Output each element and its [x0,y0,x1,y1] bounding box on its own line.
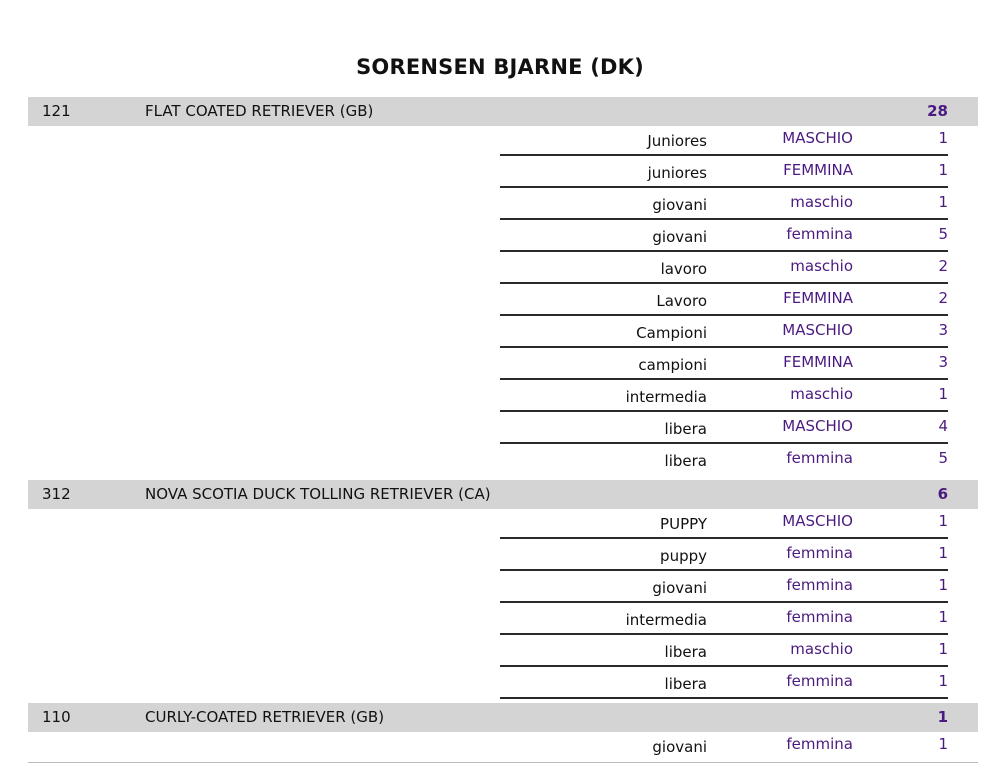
class-label: intermedia [625,611,707,629]
sex-label: MASCHIO [782,512,853,530]
entry-count: 1 [938,608,948,626]
entry-row [500,250,948,284]
entry-row [500,378,948,412]
class-label: giovani [652,196,707,214]
class-label: Campioni [636,324,707,342]
class-label: intermedia [625,388,707,406]
entry-count: 3 [938,321,948,339]
entry-row [500,410,948,444]
sex-label: MASCHIO [782,417,853,435]
breed-total: 28 [927,102,948,120]
entry-count: 1 [938,672,948,690]
sex-label: femmina [786,576,853,594]
class-label: libera [664,643,707,661]
sex-label: femmina [786,608,853,626]
entry-row [500,122,948,156]
class-label: Lavoro [656,292,707,310]
judge-name: SORENSEN BJARNE (DK) [356,55,644,79]
breed-name: NOVA SCOTIA DUCK TOLLING RETRIEVER (CA) [145,485,491,503]
entry-count: 1 [938,129,948,147]
entry-row [500,728,948,760]
entry-count: 1 [938,576,948,594]
breed-total: 6 [937,485,948,503]
bottom-rule [28,762,978,763]
sex-label: maschio [790,640,853,658]
class-label: libera [664,452,707,470]
sex-label: femmina [786,449,853,467]
entry-count: 1 [938,193,948,211]
entry-count: 2 [938,257,948,275]
entry-count: 1 [938,512,948,530]
entry-count: 1 [938,161,948,179]
entry-count: 1 [938,544,948,562]
sex-label: maschio [790,257,853,275]
entry-count: 5 [938,449,948,467]
class-label: libera [664,675,707,693]
sex-label: MASCHIO [782,129,853,147]
sex-label: MASCHIO [782,321,853,339]
entry-count: 1 [938,640,948,658]
class-label: libera [664,420,707,438]
sex-label: FEMMINA [783,353,853,371]
class-label: giovani [652,579,707,597]
entry-row [500,633,948,667]
entry-row [500,218,948,252]
entry-row [500,537,948,571]
entry-row [500,601,948,635]
entry-count: 1 [938,735,948,753]
class-label: campioni [638,356,707,374]
class-label: lavoro [660,260,707,278]
breed-name: FLAT COATED RETRIEVER (GB) [145,102,374,120]
sex-label: femmina [786,225,853,243]
entry-row [500,569,948,603]
entry-row [500,665,948,699]
sex-label: maschio [790,193,853,211]
class-label: PUPPY [660,515,707,533]
class-label: juniores [647,164,707,182]
entry-count: 4 [938,417,948,435]
sex-label: FEMMINA [783,289,853,307]
sex-label: femmina [786,544,853,562]
entry-count: 2 [938,289,948,307]
entry-row [500,505,948,539]
breed-code: 312 [42,485,71,503]
breed-total: 1 [937,708,948,726]
entry-count: 1 [938,385,948,403]
entry-row [500,346,948,380]
sex-label: femmina [786,735,853,753]
entry-count: 5 [938,225,948,243]
entry-row [500,282,948,316]
entry-row [500,154,948,188]
sex-label: FEMMINA [783,161,853,179]
entry-count: 3 [938,353,948,371]
entry-row [500,314,948,348]
breed-name: CURLY-COATED RETRIEVER (GB) [145,708,385,726]
class-label: giovani [652,228,707,246]
sex-label: femmina [786,672,853,690]
entry-row [500,442,948,474]
breed-code: 121 [42,102,71,120]
class-label: Juniores [647,132,707,150]
entry-row [500,186,948,220]
sex-label: maschio [790,385,853,403]
class-label: puppy [660,547,707,565]
breed-code: 110 [42,708,71,726]
class-label: giovani [652,738,707,756]
